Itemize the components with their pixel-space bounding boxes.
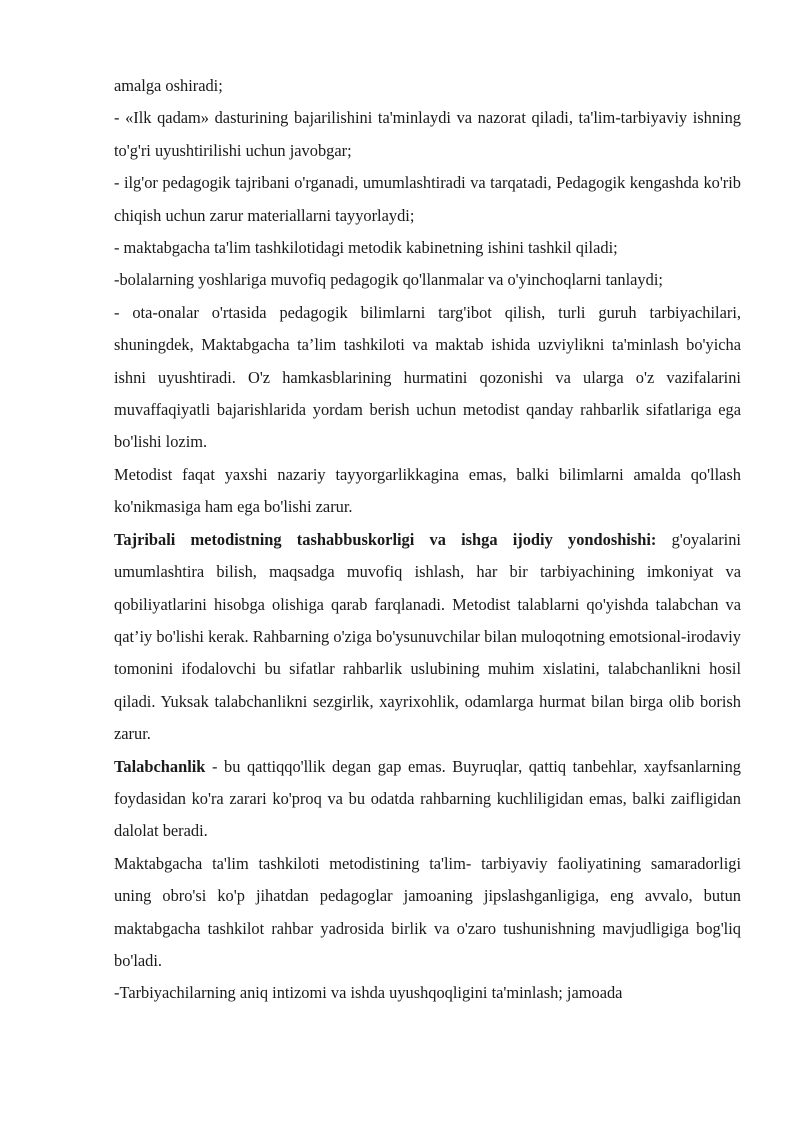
paragraph-text: Metodist faqat yaxshi nazariy tayyorgarlikkagina emas, balki bilimlarni amalda qo'llash ko'nikmasiga ham ega bo'lishi zarur. <box>114 464 741 517</box>
paragraph <box>114 264 741 296</box>
paragraph <box>114 524 741 751</box>
bold-lead-in: Tajribali metodistning tashabbuskorligi va ishga ijodiy yondoshishi: <box>114 529 657 549</box>
paragraph-text: - ota-onalar o'rtasida pedagogik bilimlarni targ'ibot qilish, turli guruh tarbiyachilari, shuningdek, Maktabgacha ta’lim tashkiloti va maktab ishida uzviylikni ta'minlash bo'yicha ishni uyushtiradi. O'z hamkasblarining hurmatini qozonishi va ularga o'z vazifalarini muvaffaqiyatli bajarishlarida yordam berish uchun metodist qanday rahbarlik sifatlariga ega bo'lishi lozim. <box>114 302 741 452</box>
document-page <box>114 70 741 1010</box>
paragraph-text: - «Ilk qadam» dasturining bajarilishini ta'minlaydi va nazorat qiladi, ta'lim-tarbiyaviy ishning to'g'ri uyushtirilishi uchun javobgar; <box>114 108 741 160</box>
paragraph <box>114 232 741 264</box>
paragraph-text: amalga oshiradi; <box>114 76 223 95</box>
paragraph-text: -Tarbiyachilarning aniq intizomi va ishda uyushqoqligini ta'minlash; jamoada <box>114 983 623 1003</box>
paragraph <box>114 167 741 232</box>
paragraph-text: - maktabgacha ta'lim tashkilotidagi metodik kabinetning ishini tashkil qiladi; <box>114 238 618 258</box>
paragraph-text: -bolalarning yoshlariga muvofiq pedagogik qo'llanmalar va o'yinchoqlarni tanlaydi; <box>114 270 663 290</box>
bold-lead-in: Talabchanlik <box>114 756 206 776</box>
paragraph <box>114 70 741 102</box>
paragraph-text: Maktabgacha ta'lim tashkiloti metodistining ta'lim- tarbiyaviy faoliyatining samaradorligi uning obro'si ko'p jihatdan pedagoglar jamoaning jipslashganligiga, eng avvalo, butun maktabgacha tashkilot rahbar yadrosida birlik va o'zaro tushunishning mavjudligiga bog'liq bo'ladi. <box>114 853 741 970</box>
paragraph-text: - ilg'or pedagogik tajribani o'rganadi, umumlashtiradi va tarqatadi, Pedagogik kengashda ko'rib chiqish uchun zarur materiallarni tayyorlaydi; <box>114 173 741 225</box>
paragraph-text: g'oyalarini umumlashtira bilish, maqsadga muvofiq ishlash, har bir tarbiyachining imkoniyat va qobiliyatlarini hisobga olishiga qarab farqlanadi. Metodist talablarni qo'yishda talabchan va qat’iy bo'lishi kerak. Rahbarning o'ziga bo'ysunuvchilar bilan muloqotning emotsional-irodaviy tomonini ifodalovchi bu sifatlar rahbarlik uslubining muhim xislatini, talabchanlikni hosil qiladi. Yuksak talabchanlikni sezgirlik, xayrixohlik, odamlarga hurmat bilan birga olib borish zarur. <box>114 529 741 744</box>
paragraph <box>114 459 741 524</box>
paragraph <box>114 977 741 1009</box>
paragraph <box>114 848 741 978</box>
paragraph-text: - bu qattiqqo'llik degan gap emas. Buyruqlar, qattiq tanbehlar, xayfsanlarning foydasidan ko'ra zarari ko'proq va bu odatda rahbarning kuchliligidan emas, balki zaifligidan dalolat beradi. <box>114 756 741 841</box>
paragraph <box>114 751 741 848</box>
paragraph <box>114 297 741 459</box>
paragraph <box>114 102 741 167</box>
